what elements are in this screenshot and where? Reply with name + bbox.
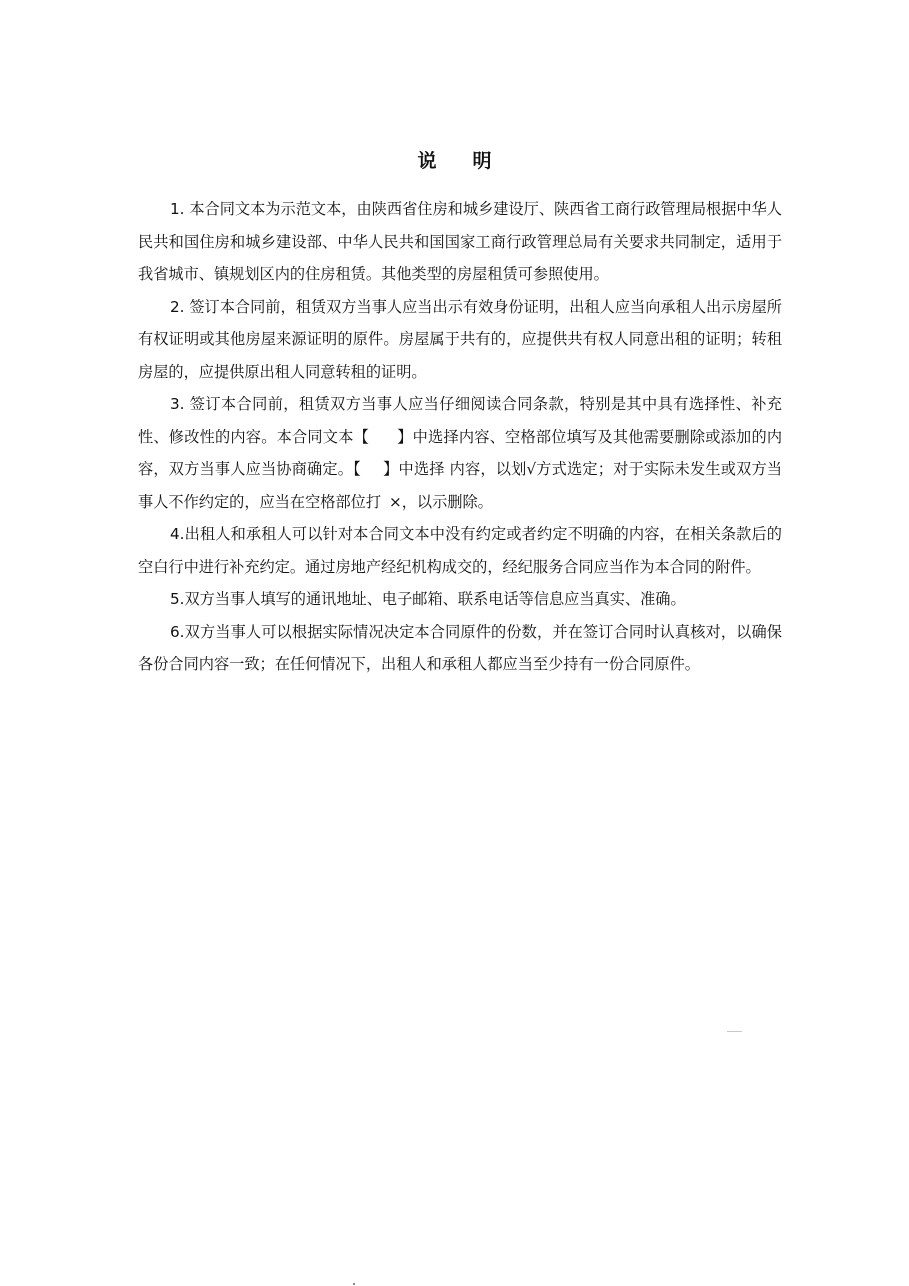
paragraph-4: 4.出租人和承租人可以针对本合同文本中没有约定或者约定不明确的内容，在相关条款后的空白行中进行补充约定。通过房地产经纪机构成交的，经纪服务合同应当作为本合同的附件。 bbox=[138, 525, 782, 576]
paragraph-6: 6.双方当事人可以根据实际情况决定本合同原件的份数，并在签订合同时认真核对，以确保各份合同内容一致；在任何情况下，出租人和承租人都应当至少持有一份合同原件。 bbox=[138, 622, 782, 673]
paragraph-3 bbox=[138, 388, 782, 518]
bracket-open-2: 【 bbox=[353, 460, 361, 478]
bracket-close-1: 】 bbox=[397, 427, 413, 446]
paragraph-3-part-b: 中选择内容、空格部位填写及其他需要删除或添加的内容，双方当事人应当协商确定。 bbox=[138, 427, 783, 478]
paragraph-1: 1. 本合同文本为示范文本，由陕西省住房和城乡建设厅、陕西省工商行政管理局根据中华人民共和国住房和城乡建设部、中华人民共和国国家工商行政管理总局有关要求共同制定，适用于我省城市、镇规划区内的住房租赁。其他类型的房屋租赁可参照使用。 bbox=[138, 200, 782, 283]
cross-mark: × bbox=[389, 492, 402, 511]
instructions-body bbox=[138, 193, 782, 681]
bracket-close-2: 】 bbox=[382, 460, 399, 478]
paragraph-3-part-c: 中选择 内容，以划√方式选定；对于实际未发生或双方当事人不作约定的，应当在空格部位打 bbox=[138, 460, 783, 511]
paragraph-5: 5.双方当事人填写的通讯地址、电子邮箱、联系电话等信息应当真实、准确。 bbox=[170, 590, 686, 608]
bracket-open-1: 【 bbox=[353, 427, 370, 446]
paragraph-3-part-d: ，以示删除。 bbox=[401, 492, 493, 511]
paragraph-3-part-a: 3. 签订本合同前，租赁双方当事人应当仔细阅读合同条款，特别是其中具有选择性、补充性、修改性的内容。本合同文本 bbox=[138, 395, 782, 446]
corner-dot-mark bbox=[353, 1283, 355, 1285]
paragraph-2: 2. 签订本合同前，租赁双方当事人应当出示有效身份证明，出租人应当向承租人出示房屋所有权证明或其他房屋来源证明的原件。房屋属于共有的，应提供共有权人同意出租的证明；转租房屋的，应提供原出租人同意转租的证明。 bbox=[138, 297, 782, 381]
page-title: 说明 bbox=[417, 150, 528, 172]
footer-dash-mark bbox=[727, 1031, 742, 1032]
